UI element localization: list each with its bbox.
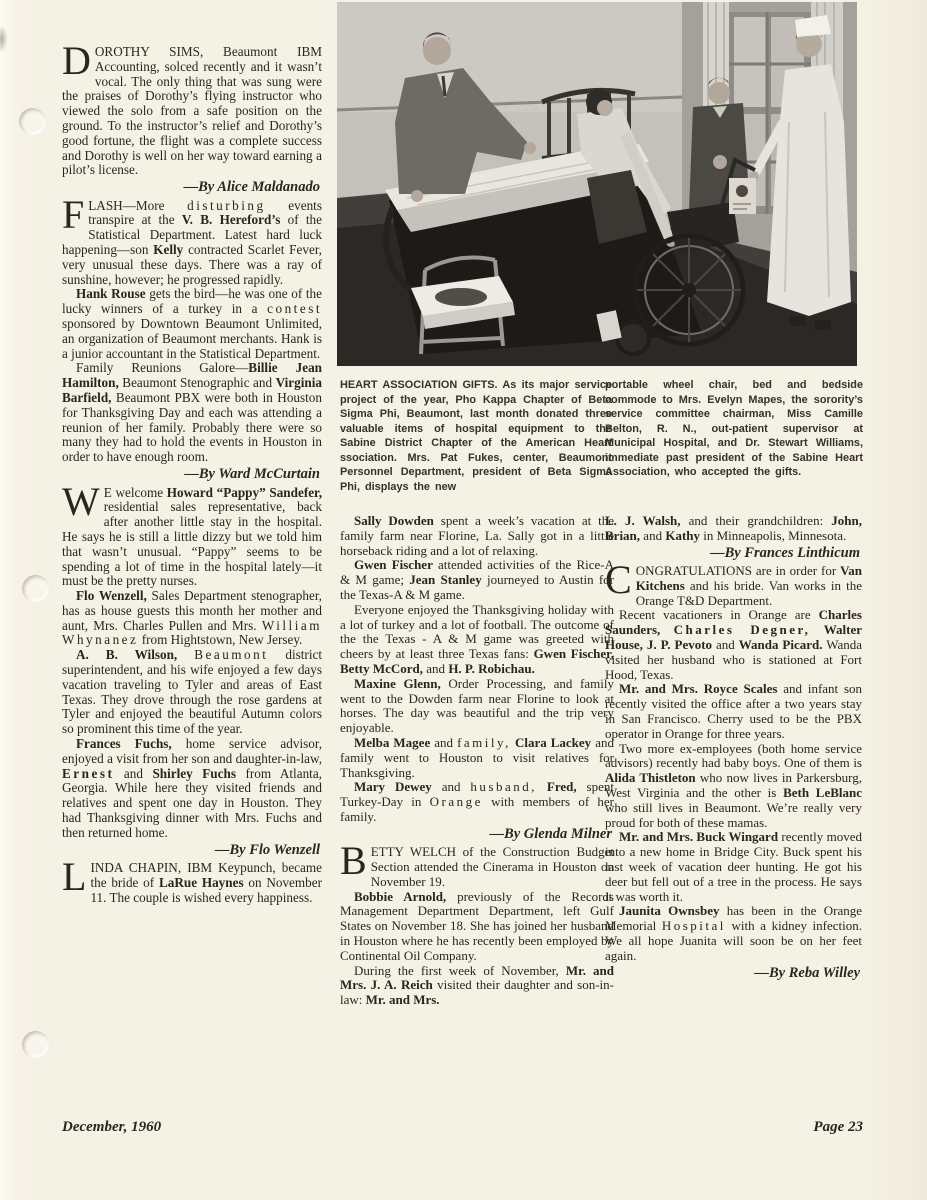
- footer-date: December, 1960: [62, 1119, 162, 1135]
- paragraph: BETTY WELCH of the Construction Budget Section attended the Cinerama in Houston on November 19.: [340, 838, 614, 889]
- paragraph: FLASH—More disturbing events transpire at the V. B. Hereford’s of the Statistical Department. Latest hard luck happening—son Kelly contracted Scarlet Fever, very unusual these days. There was a ray of sunshine, however; he progressed rapidly.: [62, 191, 323, 287]
- byline: —By Glenda Milner: [489, 825, 612, 842]
- paragraph: Maxine Glenn, Order Processing, and family went to the Dowden farm near Florine to look at horses. The day was beautiful and the trip very enjoyable.: [340, 675, 614, 736]
- paragraph: W E welcome Howard “Pappy” Sandefer, residential sales representative, back after another little stay in the hospital. He says he is still a little dizzy but we told him that wasn’t unusual. “Pappy” seems to be spending a lot of time in the hospital lately—it must be the pretty nurses.: [62, 478, 322, 589]
- dropcap: W: [62, 478, 100, 524]
- paragraph: Recent vacationers in Orange are Charles Saunders, Charles Degner, Walter House, J. P. Pevoto and Wanda Picard. Wanda visited her husband who is stationed at Fort Hood, Texas.: [605, 607, 862, 682]
- paragraph: Flo Wenzell, Sales Department stenographer, has as house guests this month her mother and aunt, Mrs. Charles Pullen and Mrs. William Whynanez from Hightstown, New Jersey.: [62, 588, 322, 648]
- paragraph: Jaunita Ownsbey has been in the Orange Memorial Hospital with a kidney infection. We all hope Juanita will soon be on her feet again.: [605, 903, 863, 963]
- paragraph: During the first week of November, Mr. and Mrs. J. A. Reich visited their daughter and son-in-law: Mr. and Mrs.: [340, 962, 614, 1008]
- dropcap: L: [62, 854, 87, 900]
- column-left: [62, 38, 323, 906]
- paragraph: Mr. and Mrs. Buck Wingard recently moved into a new home in Bridge City. Buck spent his last week of vacation deer hunting. He got his deer but fell out of a tree in the process. He says it was worth it.: [605, 829, 862, 904]
- paragraph: A. B. Wilson, Beaumont district superintendent, and his wife enjoyed a few days vacation traveling to Tyler and areas of East Texas. They drove through the rose gardens at Tyler and enjoyed the beautiful Autumn colors so prominent this time of the year.: [62, 647, 323, 737]
- footer-page: Page 23: [813, 1119, 863, 1135]
- paragraph: Hank Rouse gets the bird—he was one of the lucky winners of a turkey in a contest sponsored by Downtown Beaumont Unlimited, an organization of Beaumont merchants. Hank is a junior accountant in the Statistical Department.: [62, 286, 322, 361]
- photo-caption-left: [340, 378, 612, 494]
- paragraph: HEART ASSOCIATION GIFTS. As its major service project of the year, Pho Kappa Chapter of Beta Sigma Phi, Beaumont, last month donated three valuable items of hospital equipment to the Sabine District Chapter of the American Heart ssociation. Mrs. Pat Fukes, center, Beaumont Personnel Department, president of Beta Sigma Phi, displays the new: [340, 379, 612, 493]
- punch-hole: [19, 108, 46, 135]
- paragraph: Two more ex-employees (both home service advisors) recently had baby boys. One of them is Alida Thistleton who now lives in Parkersburg, West Virginia and the other is Beth LeBlanc who still lives in Beaumont. We’re really very proud for both of these mamas.: [605, 740, 862, 830]
- paragraph: LINDA CHAPIN, IBM Keypunch, became the bride of LaRue Haynes on November 11. The couple is wished every happiness.: [62, 854, 322, 905]
- paragraph: CONGRATULATIONS are in order for Van Kitchens and his bride. Van works in the Orange T&D Department.: [605, 557, 862, 608]
- paragraph: Everyone enjoyed the Thanksgiving holiday with a lot of turkey and a lot of football. The outcome of the the Texas - A & M game was greeted with cheers by at least three Texas fans: Gwen Fischer, Betty McCord, and H. P. Robichau.: [340, 601, 614, 676]
- scan-smudge: [0, 26, 7, 52]
- dropcap: D: [62, 38, 91, 83]
- heart-association-photo: [337, 2, 857, 366]
- paragraph: L. J. Walsh, and their grandchildren: John, Brian, and Kathy in Minneapolis, Minnesota.: [605, 513, 862, 543]
- punch-hole: [22, 575, 49, 602]
- column-middle: [340, 514, 614, 1008]
- paragraph: Family Reunions Galore—Billie Jean Hamilton, Beaumont Stenographic and Virginia Barfield, Beaumont PBX were both in Houston for Thanksgiving Day and each was attending a reunion of her family. Probably there were so many they had to hold the events in Houston in order to have enough room.: [62, 360, 322, 465]
- byline: —By Flo Wenzell: [215, 841, 320, 858]
- dropcap: B: [340, 838, 367, 884]
- paragraph: Melba Magee and family, Clara Lackey and family went to Houston to visit relatives for Thanksgiving.: [340, 734, 614, 780]
- punch-hole: [22, 1031, 49, 1058]
- byline: —By Ward McCurtain: [184, 466, 320, 483]
- paragraph: Gwen Fischer attended activities of the Rice-A & M game; Jean Stanley journeyed to Austin for the Texas-A & M game.: [340, 557, 614, 602]
- byline: —By Alice Maldanado: [183, 179, 320, 196]
- paragraph: DOROTHY SIMS, Beaumont IBM Accounting, solced recently and it wasn’t vocal. The only thing that was sung were the praises of Dorothy’s flying instructor who viewed the solo from a safe position on the ground. To the instructor’s relief and Dorothy’s good fortune, the flight was a complete success and Dorothy is well on her way toward earning a pilot’s license.: [62, 38, 322, 178]
- dropcap: C: [605, 557, 632, 603]
- paragraph: Sally Dowden spent a week’s vacation at the family farm near Florine, La. Sally got in a little horseback riding and a lot of relaxing.: [340, 513, 615, 558]
- byline: —By Frances Linthicum: [710, 544, 860, 561]
- paragraph: Frances Fuchs, home service advisor, enjoyed a visit from her son and daughter-in-law, Ernest and Shirley Fuchs from Atlanta, Georgia. While here they visited friends and relatives and spent one day in Houston. They had Thanksgiving dinner with Mrs. Fuchs and then returned home.: [62, 736, 322, 840]
- column-right: [605, 514, 862, 983]
- dropcap: F: [62, 191, 85, 237]
- paragraph: Mary Dewey and husband, Fred, spent Turkey-Day in Orange with members of her family.: [340, 779, 614, 824]
- photo-caption-right: [605, 378, 863, 480]
- paragraph: Bobbie Arnold, previously of the Records Management Department Department, left Gulf States on November 18. She has joined her husband in Houston where he has recently been employed by Continental Oil Company.: [340, 888, 614, 963]
- paragraph: Mr. and Mrs. Royce Scales and infant son recently visited the office after a two years stay in San Francisco. Cherry used to be the PBX operator in Orange for three years.: [605, 681, 863, 741]
- paragraph: portable wheel chair, bed and bedside commode to Mrs. Evelyn Mapes, the sorority’s service committee chairman, Miss Camille Belton, R. N., out-patient supervisor at Municipal Hospital, and Dr. Stewart Williams, immediate past president of the Sabine Heart Association, who accepted the gifts.: [605, 379, 863, 478]
- byline: —By Reba Willey: [754, 964, 860, 981]
